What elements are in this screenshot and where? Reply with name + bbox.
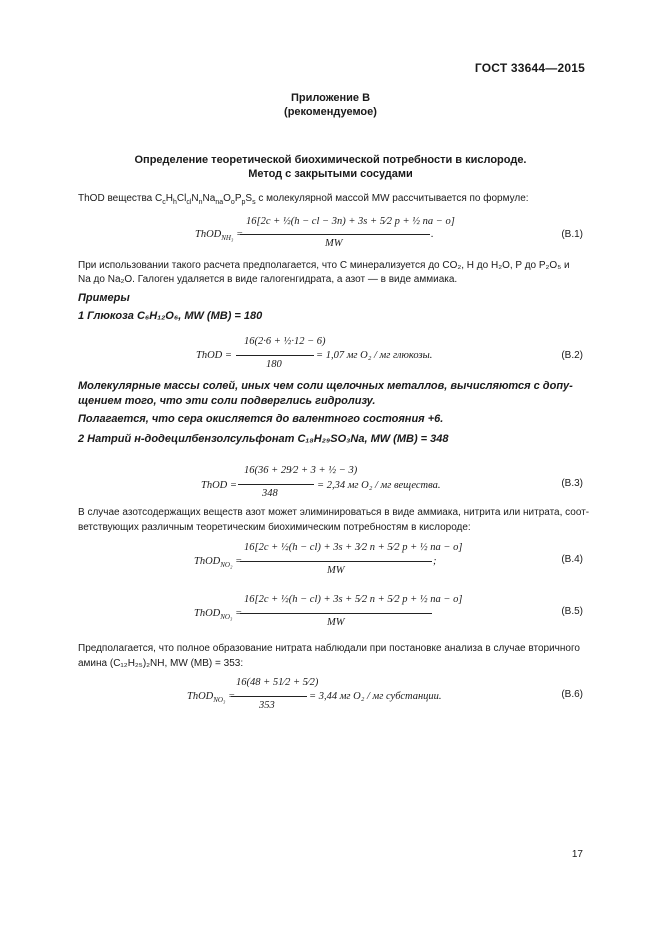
eq6-fraction-line	[231, 696, 307, 697]
appendix-title: Приложение В	[290, 92, 371, 104]
eq6-label: (В.6)	[561, 689, 583, 700]
eq5-label: (В.5)	[561, 606, 583, 617]
eq4-label: (В.4)	[561, 554, 583, 565]
eq4-fraction-line	[240, 561, 432, 562]
note1-line2: щением того, что эти соли подверглись гидролизу.	[78, 395, 376, 407]
document-number: ГОСТ 33644—2015	[474, 61, 585, 75]
eq1-fraction-line	[240, 234, 430, 235]
eq1-numerator: 16[2c + ½(h − cl − 3n) + 3s + 5⁄2 p + ½ na − o]	[246, 216, 455, 227]
eq5-fraction-line	[240, 613, 432, 614]
eq4-denominator: MW	[327, 565, 345, 576]
eq6-numerator: 16(48 + 51⁄2 + 5⁄2)	[236, 677, 319, 688]
section-heading-line2: Метод с закрытыми сосудами	[248, 168, 413, 180]
eq5-numerator: 16[2c + ½(h − cl) + 3s + 5⁄2 n + 5⁄2 p + ½ na − o]	[244, 594, 463, 605]
section-heading-line1: Определение теоретической биохимической потребности в кислороде.	[134, 154, 527, 166]
eq3-lhs: ThOD =	[201, 480, 237, 491]
eq2-fraction-line	[236, 355, 314, 356]
eq2-lhs: ThOD =	[196, 350, 232, 361]
eq2-result: = 1,07 мг O₂ / мг глюкозы.	[316, 350, 433, 361]
eq4-lhs: ThOD$_{NO_2}$ =	[194, 556, 243, 570]
para2-line1: В случае азотсодержащих веществ азот может элиминироваться в виде аммиака, нитрита или нитрата, соот-	[78, 507, 590, 518]
eq4-numerator: 16[2c + ½(h − cl) + 3s + 3⁄2 n + 5⁄2 p + ½ na − o]	[244, 542, 463, 553]
eq6-result: = 3,44 мг O₂ / мг субстанции.	[309, 691, 442, 702]
eq6-denominator: 353	[259, 700, 275, 711]
eq1-tail: .	[431, 229, 434, 240]
para2-line2: ветствующих различным теоретическим биохимическим потребностям в кислороде:	[78, 522, 471, 533]
example2-title: 2 Натрий н-додецилбензолсульфонат C₁₈H₂₉SO₃Na, MW (MB) = 348	[78, 433, 449, 445]
eq2-label: (В.2)	[561, 350, 583, 361]
para3-line1: Предполагается, что полное образование нитрата наблюдали при постановке анализа в случае вторичного	[78, 643, 580, 654]
eq4-tail: ;	[433, 556, 437, 567]
eq2-numerator: 16(2·6 + ½·12 − 6)	[244, 336, 326, 347]
eq3-numerator: 16(36 + 29⁄2 + 3 + ½ − 3)	[244, 465, 358, 476]
example1-title: 1 Глюкоза C₆H₁₂O₆, MW (MB) = 180	[78, 310, 263, 322]
eq3-fraction-line	[238, 484, 314, 485]
note2: Полагается, что сера окисляется до валентного состояния +6.	[78, 413, 444, 425]
examples-title: Примеры	[78, 292, 130, 304]
eq3-result: = 2,34 мг O₂ / мг вещества.	[317, 480, 441, 491]
eq6-lhs: ThOD$_{NO_3}$ =	[187, 691, 236, 705]
eq5-denominator: MW	[327, 617, 345, 628]
eq3-label: (В.3)	[561, 478, 583, 489]
para1-line2: Na до Na₂O. Галоген удаляется в виде галогенгидрата, а азот — в виде аммиака.	[78, 274, 458, 285]
note1-line1: Молекулярные массы солей, иных чем соли щелочных металлов, вычисляются с допу-	[78, 380, 573, 392]
eq3-denominator: 348	[262, 488, 278, 499]
eq1-denominator: MW	[325, 238, 343, 249]
appendix-subtitle: (рекомендуемое)	[284, 106, 377, 118]
para1-line1: При использовании такого расчета предполагается, что C минерализуется до CO₂, H до H₂O, P до P₂O₅ и	[78, 260, 570, 271]
intro-text-a: ThOD вещества C	[78, 193, 163, 204]
eq2-denominator: 180	[266, 359, 282, 370]
eq1-lhs: ThOD$_{NH_3}$ =	[195, 229, 244, 243]
para3-line2: амина (C₁₂H₂₅)₂NH, MW (MB) = 353:	[78, 658, 244, 669]
intro-text-b: с молекулярной массой MW рассчитывается по формуле:	[255, 193, 529, 204]
page-number: 17	[571, 849, 583, 860]
eq1-label: (В.1)	[561, 229, 583, 240]
intro-text: ThOD вещества $C_cH_hCl_{cl}N_nNa_{na}O_oP_pS_s$ с молекулярной массой MW рассчитывается по формуле:	[78, 193, 529, 206]
eq5-lhs: ThOD$_{NO_3}$ =	[194, 608, 243, 622]
